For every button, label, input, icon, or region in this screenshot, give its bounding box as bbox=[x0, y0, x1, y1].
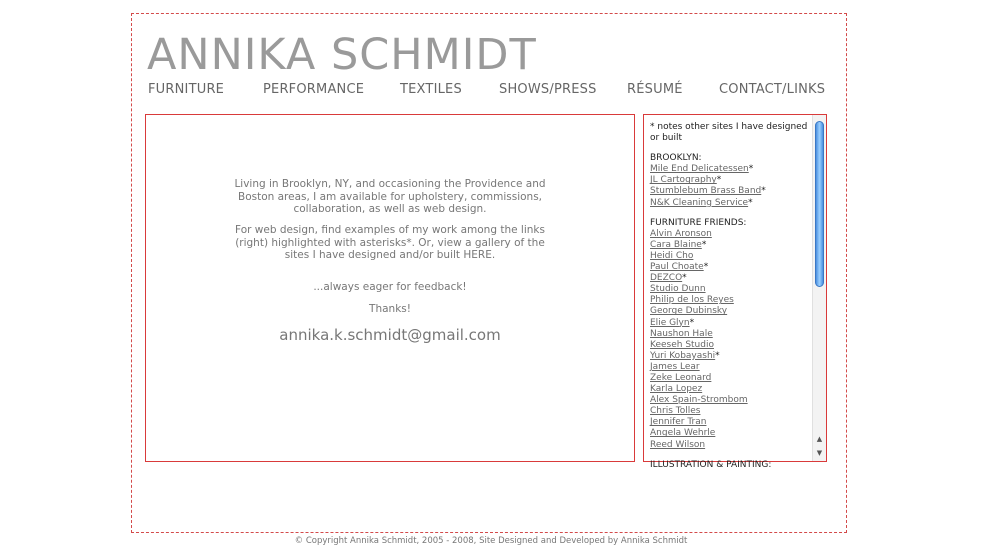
link-row bbox=[650, 175, 810, 186]
link-row bbox=[650, 240, 810, 251]
scroll-down-arrow[interactable]: ▼ bbox=[816, 449, 823, 457]
sidebar-link[interactable]: Naushon Hale bbox=[650, 328, 713, 339]
sidebar-link[interactable]: DEZCO bbox=[650, 273, 683, 284]
links-sidebar[interactable] bbox=[643, 114, 827, 470]
asterisk-marker: * bbox=[682, 273, 687, 284]
link-row bbox=[650, 273, 810, 284]
link-row bbox=[650, 295, 810, 306]
link-row bbox=[650, 428, 810, 439]
asterisk-marker: * bbox=[761, 186, 766, 197]
sidebar-link[interactable]: Alex Spain-Strombom bbox=[650, 395, 748, 406]
link-row bbox=[650, 340, 810, 351]
link-row bbox=[650, 198, 810, 209]
sidebar-link[interactable]: Philip de los Reyes bbox=[650, 295, 734, 306]
sidebar-link[interactable]: Elie Glyn bbox=[650, 317, 690, 328]
main-nav bbox=[148, 82, 828, 102]
nav-textiles[interactable]: TEXTILES bbox=[400, 82, 462, 97]
sidebar-link[interactable]: Cara Blaine bbox=[650, 239, 702, 250]
scrollbar-thumb[interactable] bbox=[815, 121, 824, 287]
intro-paragraph: Living in Brooklyn, NY, and occasioning the Providence and Boston areas, I am available for upholstery, commissions, collaboration, as well as web design. bbox=[234, 178, 546, 215]
nav-contact-links[interactable]: CONTACT/LINKS bbox=[719, 82, 826, 97]
link-row bbox=[650, 440, 810, 451]
link-group bbox=[650, 218, 810, 451]
link-group-heading: ILLUSTRATION & PAINTING: bbox=[650, 459, 772, 470]
sidebar-link[interactable]: Studio Dunn bbox=[650, 284, 706, 295]
link-row bbox=[650, 417, 810, 428]
link-row bbox=[650, 406, 810, 417]
email-link[interactable]: annika.k.schmidt@gmail.com bbox=[279, 326, 501, 344]
nav-shows-press[interactable]: SHOWS/PRESS bbox=[499, 82, 597, 97]
sidebar-link[interactable]: George Dubinsky bbox=[650, 306, 728, 317]
sidebar-note: * notes other sites I have designed or built bbox=[650, 122, 808, 144]
site-title: ANNIKA SCHMIDT bbox=[147, 30, 537, 80]
sidebar-link[interactable]: Jennifer Tran bbox=[650, 417, 707, 428]
asterisk-marker: * bbox=[715, 350, 720, 361]
link-row bbox=[650, 395, 810, 406]
link-group-heading: FURNITURE FRIENDS: bbox=[650, 217, 747, 228]
link-row bbox=[650, 384, 810, 395]
link-row bbox=[650, 164, 810, 175]
link-row bbox=[650, 318, 810, 329]
link-row bbox=[650, 186, 810, 197]
asterisk-marker: * bbox=[689, 317, 695, 328]
asterisk-marker: * bbox=[716, 175, 722, 186]
scroll-up-arrow[interactable]: ▲ bbox=[816, 435, 823, 443]
nav-performance[interactable]: PERFORMANCE bbox=[263, 82, 365, 97]
sidebar-link[interactable]: Alvin Aronson bbox=[650, 228, 712, 239]
nav-furniture[interactable]: FURNITURE bbox=[148, 82, 225, 97]
sidebar-link[interactable]: James Lear bbox=[650, 361, 700, 372]
link-row bbox=[650, 229, 810, 240]
sidebar-link[interactable]: Stumblebum Brass Band bbox=[650, 186, 762, 197]
sidebar-link[interactable]: N&K Cleaning Service bbox=[650, 197, 749, 208]
link-row bbox=[650, 251, 810, 262]
link-row bbox=[650, 373, 810, 384]
main-content bbox=[145, 114, 635, 462]
nav-resume[interactable]: RÉSUMÉ bbox=[627, 82, 683, 97]
link-group bbox=[650, 460, 810, 471]
sidebar-link[interactable]: Yuri Kobayashi bbox=[650, 350, 716, 361]
link-row bbox=[650, 306, 810, 317]
link-row bbox=[650, 284, 810, 295]
sidebar-link[interactable]: Heidi Cho bbox=[650, 250, 694, 261]
thanks-text: Thanks! bbox=[369, 303, 411, 315]
footer-copyright: © Copyright Annika Schmidt, 2005 - 2008, Site Designed and Developed by Annika Schmidt bbox=[294, 536, 688, 546]
sidebar-link[interactable]: Zeke Leonard bbox=[650, 372, 712, 383]
asterisk-marker: * bbox=[703, 262, 709, 273]
sidebar-link[interactable]: Reed Wilson bbox=[650, 439, 706, 450]
link-row bbox=[650, 362, 810, 373]
link-group-heading: BROOKLYN: bbox=[650, 153, 702, 164]
link-row bbox=[650, 262, 810, 273]
link-group bbox=[650, 153, 810, 208]
link-row bbox=[650, 351, 810, 362]
feedback-text: ...always eager for feedback! bbox=[313, 281, 467, 293]
asterisk-marker: * bbox=[748, 197, 753, 208]
sidebar-link[interactable]: Mile End Delicatessen bbox=[650, 164, 749, 175]
sidebar-link[interactable]: Chris Tolles bbox=[650, 406, 701, 417]
links-list bbox=[650, 122, 810, 480]
sidebar-link[interactable]: Karla Lopez bbox=[650, 384, 703, 395]
sidebar-link[interactable]: Angela Wehrle bbox=[650, 428, 716, 439]
sidebar-link[interactable]: Keeseh Studio bbox=[650, 339, 714, 350]
sidebar-scrollbar[interactable] bbox=[812, 115, 826, 461]
sidebar-link[interactable]: Paul Choate bbox=[650, 262, 704, 273]
link-row bbox=[650, 329, 810, 340]
sidebar-link[interactable]: JL Cartography bbox=[650, 175, 717, 186]
asterisk-marker: * bbox=[701, 239, 707, 250]
asterisk-marker: * bbox=[748, 164, 754, 175]
web-design-paragraph: For web design, find examples of my work among the links (right) highlighted with asterisks*. Or, view a gallery of the sites I have designed and/or built HERE. bbox=[235, 224, 545, 261]
